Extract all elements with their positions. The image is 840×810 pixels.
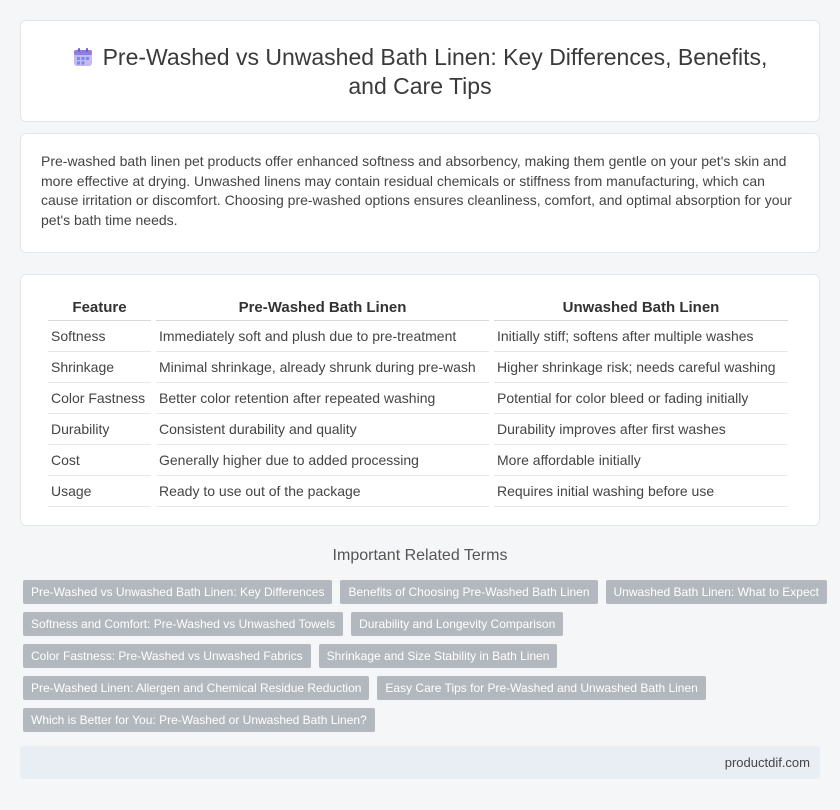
related-term-link[interactable]: Pre-Washed vs Unwashed Bath Linen: Key Differences — [23, 580, 332, 604]
table-row — [48, 321, 788, 352]
intro-paragraph: Pre-washed bath linen pet products offer enhanced softness and absorbency, making them gentle on your pet's skin and more effective at drying. Unwashed linens may contain residual chemicals or stiffness from manufacturing, which can cause irritation or discomfort. Choosing pre-washed options ensures cleanliness, comfort, and optimal absorption for your pet's bath time needs. — [41, 153, 792, 228]
tag-row — [23, 644, 823, 676]
column-header: Unwashed Bath Linen — [494, 293, 788, 321]
site-link[interactable]: productdif.com — [724, 755, 810, 770]
table-cell: Cost — [48, 445, 151, 476]
table-cell: Higher shrinkage risk; needs careful washing — [494, 352, 788, 383]
title-line-1 — [21, 43, 819, 72]
tag-row — [23, 708, 823, 740]
table-cell: Requires initial washing before use — [494, 476, 788, 507]
intro-card — [20, 133, 820, 253]
table-cell: More affordable initially — [494, 445, 788, 476]
tag-row — [23, 676, 823, 708]
table-row — [48, 414, 788, 445]
tag-row — [23, 580, 823, 612]
comparison-table — [43, 293, 793, 507]
table-cell: Usage — [48, 476, 151, 507]
table-cell: Immediately soft and plush due to pre-treatment — [156, 321, 489, 352]
comparison-table-card — [20, 274, 820, 526]
table-cell: Initially stiff; softens after multiple washes — [494, 321, 788, 352]
related-term-link[interactable]: Shrinkage and Size Stability in Bath Linen — [319, 644, 558, 668]
table-cell: Durability — [48, 414, 151, 445]
column-header: Feature — [48, 293, 151, 321]
related-term-link[interactable]: Softness and Comfort: Pre-Washed vs Unwashed Towels — [23, 612, 343, 636]
table-header-row — [48, 293, 788, 321]
related-term-link[interactable]: Durability and Longevity Comparison — [351, 612, 563, 636]
header-card — [20, 20, 820, 122]
table-row — [48, 476, 788, 507]
related-term-link[interactable]: Benefits of Choosing Pre-Washed Bath Linen — [340, 580, 597, 604]
related-term-link[interactable]: Which is Better for You: Pre-Washed or Unwashed Bath Linen? — [23, 708, 375, 732]
related-term-link[interactable]: Pre-Washed Linen: Allergen and Chemical Residue Reduction — [23, 676, 369, 700]
table-cell: Ready to use out of the package — [156, 476, 489, 507]
table-cell: Better color retention after repeated washing — [156, 383, 489, 414]
title-text-1: Pre-Washed vs Unwashed Bath Linen: Key Differences, Benefits, — [102, 44, 768, 70]
footer — [20, 746, 820, 779]
related-term-link[interactable]: Color Fastness: Pre-Washed vs Unwashed Fabrics — [23, 644, 311, 668]
related-term-link[interactable]: Unwashed Bath Linen: What to Expect — [606, 580, 827, 604]
table-cell: Color Fastness — [48, 383, 151, 414]
table-cell: Consistent durability and quality — [156, 414, 489, 445]
table-cell: Durability improves after first washes — [494, 414, 788, 445]
tag-row — [23, 612, 823, 644]
table-cell: Minimal shrinkage, already shrunk during pre-wash — [156, 352, 489, 383]
title-line-2: and Care Tips — [348, 73, 492, 99]
related-terms-heading: Important Related Terms — [332, 547, 508, 564]
related-term-link[interactable]: Easy Care Tips for Pre-Washed and Unwashed Bath Linen — [377, 676, 705, 700]
table-cell: Shrinkage — [48, 352, 151, 383]
related-terms-list — [23, 580, 823, 740]
table-cell: Generally higher due to added processing — [156, 445, 489, 476]
table-row — [48, 352, 788, 383]
table-row — [48, 383, 788, 414]
table-cell: Softness — [48, 321, 151, 352]
page-title — [21, 43, 819, 101]
column-header: Pre-Washed Bath Linen — [156, 293, 489, 321]
table-row — [48, 445, 788, 476]
calendar-grid-icon — [73, 47, 93, 67]
table-cell: Potential for color bleed or fading initially — [494, 383, 788, 414]
